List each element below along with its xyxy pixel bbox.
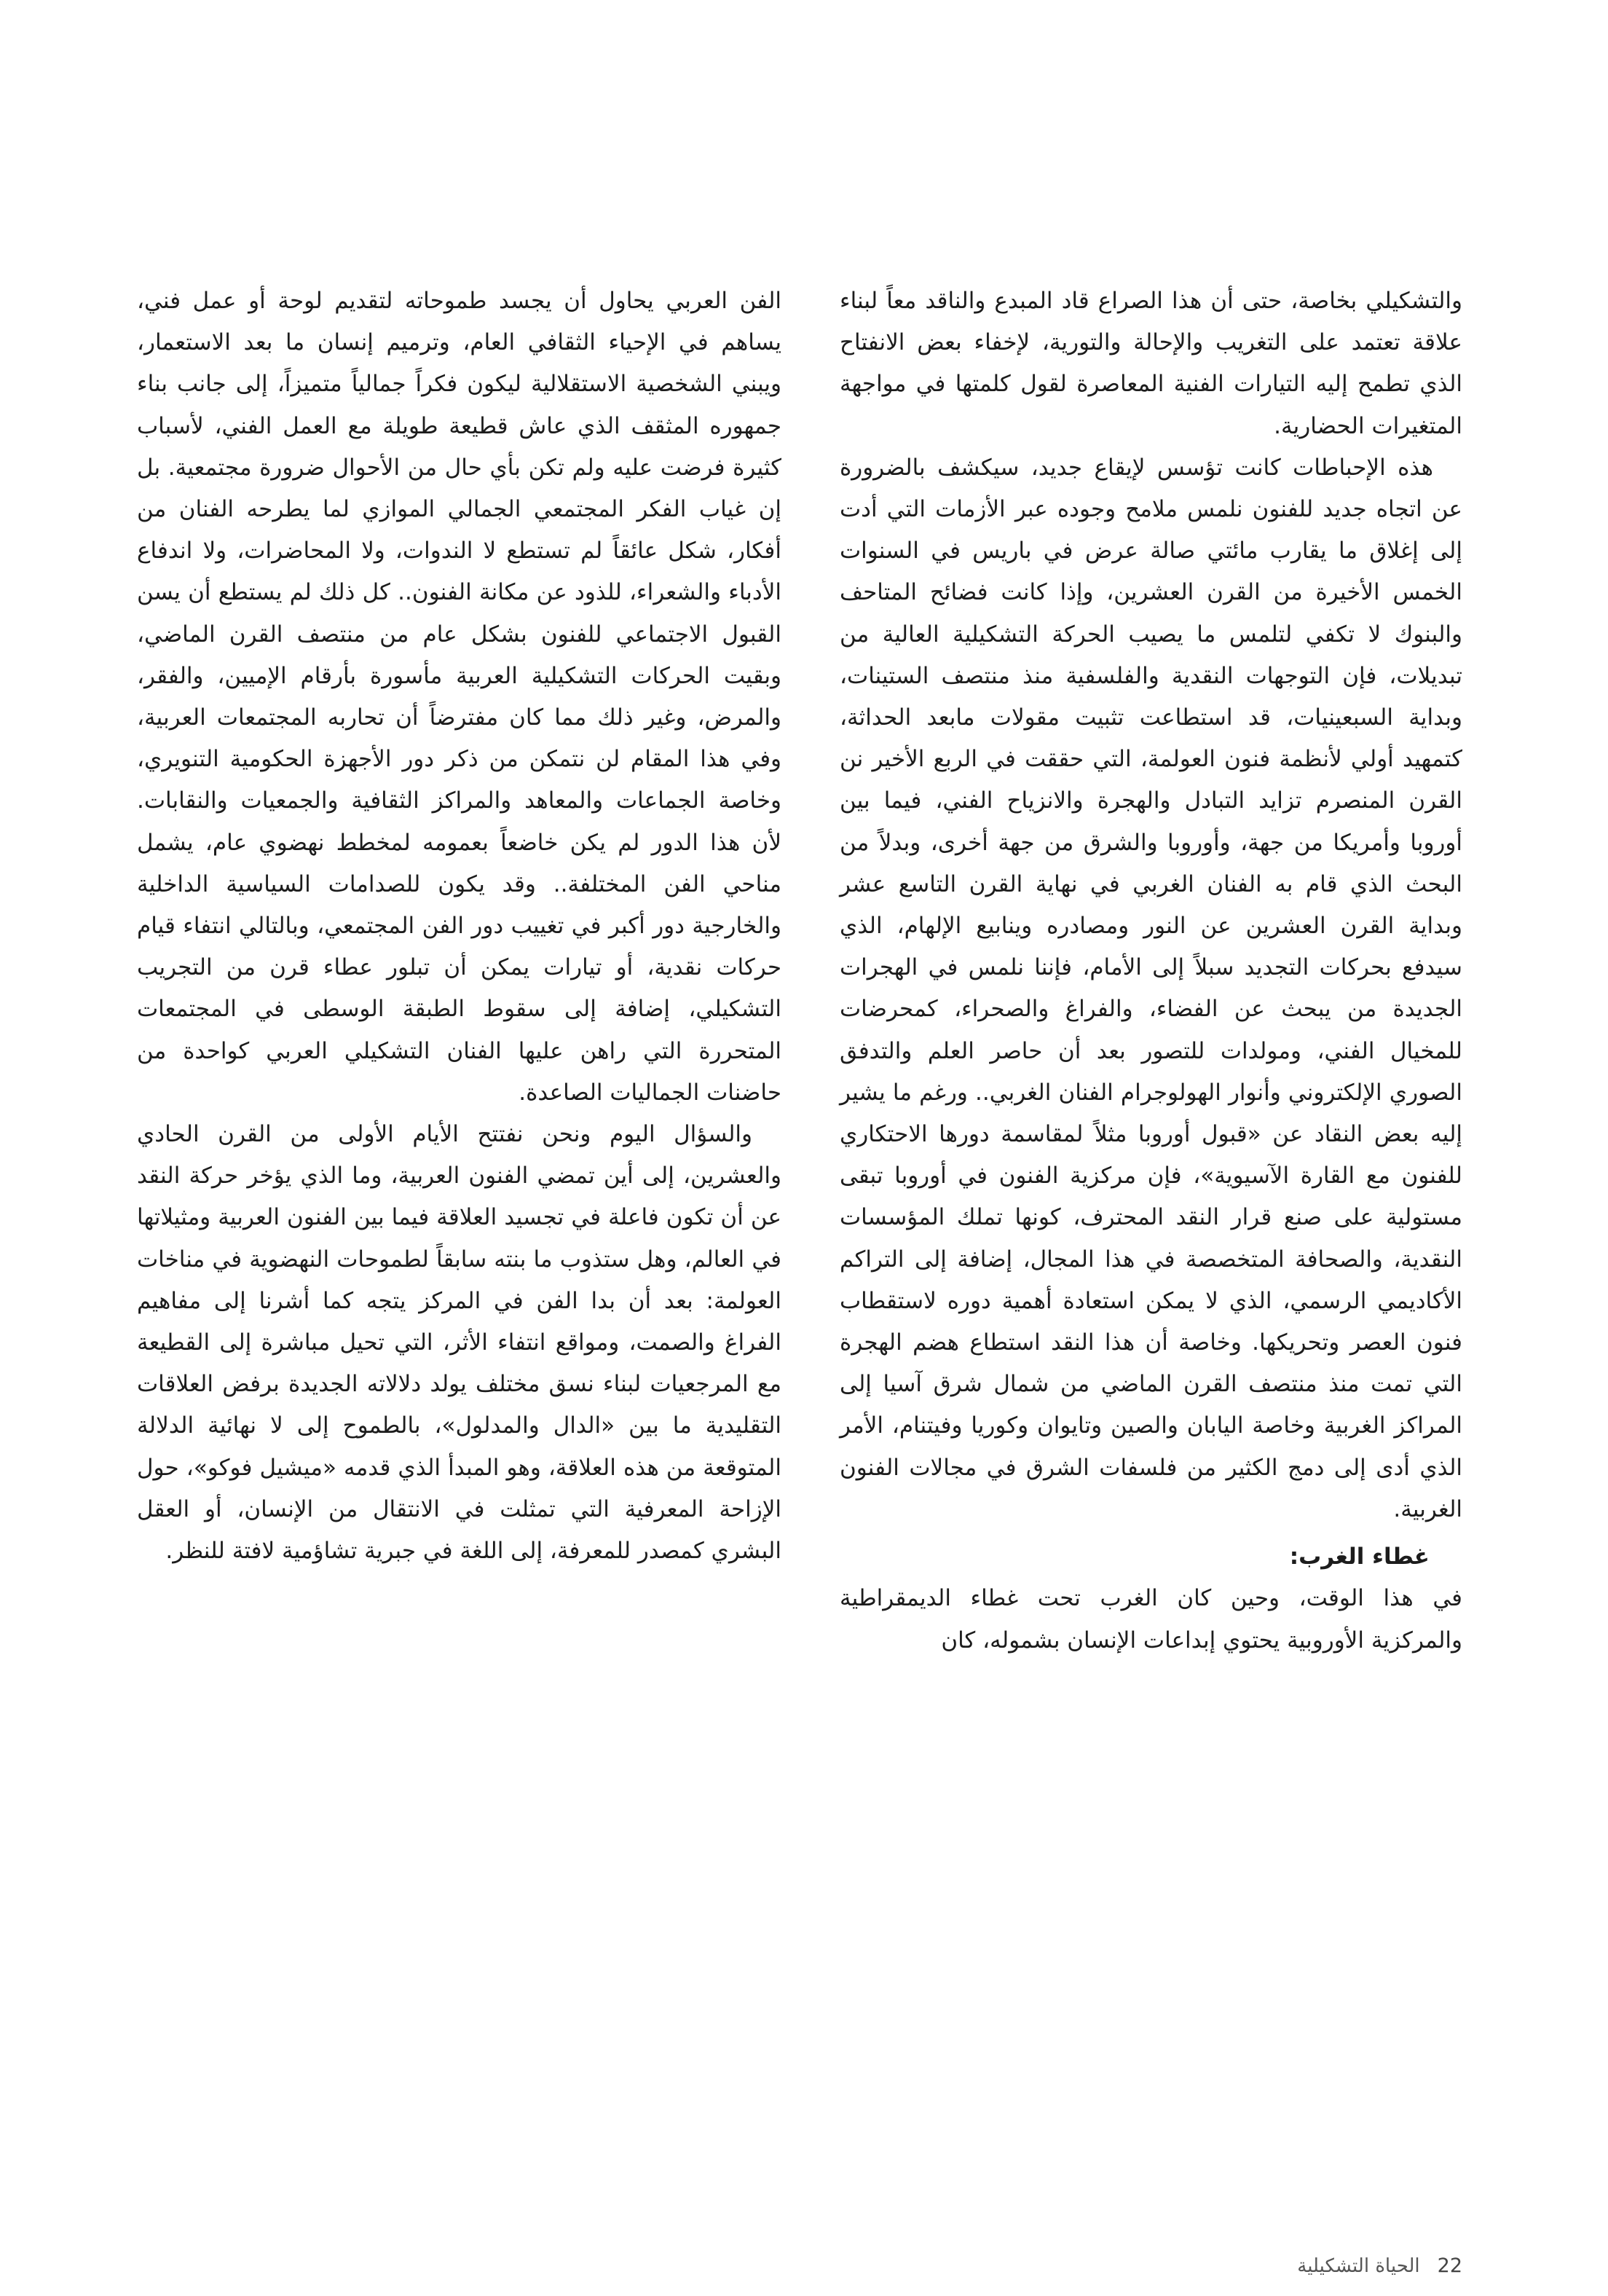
article-paragraph: الفن العربي يحاول أن يجسد طموحاته لتقديم لوحة أو عمل فني، يساهم في الإحياء الثقافي العام، وترميم إنسان ما بعد الاستعمار، ويبني الشخصية الاستقلالية ليكون فكراً جمالياً متميزاً، إلى جانب بناء جمهوره المثقف الذي عاش قطيعة طويلة مع العمل الفني، لأسباب كثيرة فرضت عليه ولم تكن بأي حال من الأحوال ضرورة مجتمعية. بل إن غياب الفكر المجتمعي الجمالي الموازي لما يطرحه الفنان من أفكار، شكل عائقاً لم تستطع لا الندوات، ولا المحاضرات، ولا اندفاع الأدباء والشعراء، للذود عن مكانة الفنون.. كل ذلك لم يستطع أن يسن القبول الاجتماعي للفنون بشكل عام من منتصف القرن الماضي، وبقيت الحركات التشكيلية العربية مأسورة بأرقام الإميين، والفقر، والمرض، وغير ذلك مما كان مفترضاً أن تحاربه المجتمعات العربية، وفي هذا المقام لن نتمكن من ذكر دور الأجهزة الحكومية التنويري، وخاصة الجماعات والمعاهد والمراكز الثقافية والجمعيات والنقابات. لأن هذا الدور لم يكن خاضعاً بعمومه لمخطط نهضوي عام، يشمل مناحي الفن المختلفة.. وقد يكون للصدامات السياسية الداخلية والخارجية دور أكبر في تغييب دور الفن المجتمعي، وبالتالي انتفاء قيام حركات نقدية، أو تيارات يمكن أن تبلور عطاء قرن من التجريب التشكيلي، إضافة إلى سقوط الطبقة الوسطى في المجتمعات المتحررة التي راهن عليها الفنان التشكيلي العربي كواحدة من حاضنات الجماليات الصاعدة.	[137, 288, 781, 1106]
page-footer	[1297, 2254, 1462, 2277]
section-heading: غطاء الغرب:	[1289, 1544, 1430, 1570]
article-paragraph: والتشكيلي بخاصة، حتى أن هذا الصراع قاد المبدع والناقد معاً لبناء علاقة تعتمد على التغريب والإحالة والتورية، لإخفاء بعض الانفتاح الذي تطمح إليه التيارات الفنية المعاصرة لقول كلمتها في مواجهة المتغيرات الحضارية.	[840, 288, 1462, 439]
article-paragraph: في هذا الوقت، وحين كان الغرب تحت غطاء الديمقراطية والمركزية الأوروبية يحتوي إبداعات الإنسان بشموله، كان	[840, 1585, 1462, 1654]
magazine-title: الحياة التشكيلية	[1297, 2255, 1420, 2277]
article-column-right	[840, 280, 1462, 1662]
page-number: 22	[1437, 2254, 1462, 2277]
article-column-left	[137, 280, 781, 1572]
article-paragraph: والسؤال اليوم ونحن نفتتح الأيام الأولى من القرن الحادي والعشرين، إلى أين تمضي الفنون العربية، وما الذي يؤخر حركة النقد عن أن تكون فاعلة في تجسيد العلاقة فيما بين الفنون العربية ومثيلاتها في العالم، وهل ستذوب ما بنته سابقاً لطموحات النهضوية في مناخات العولمة: بعد أن بدا الفن في المركز يتجه كما أشرنا إلى مفاهيم الفراغ والصمت، ومواقع انتفاء الأثر، التي تحيل مباشرة إلى القطيعة مع المرجعيات لبناء نسق مختلف يولد دلالاته الجديدة برفض العلاقات التقليدية ما بين «الدال والمدلول»، بالطموح إلى لا نهائية الدلالة المتوقعة من هذه العلاقة، وهو المبدأ الذي قدمه «ميشيل فوكو»، حول الإزاحة المعرفية التي تمثلت في الانتقال من الإنسان، أو العقل البشري كمصدر للمعرفة، إلى اللغة في جبرية تشاؤمية لافتة للنظر.	[137, 1121, 781, 1565]
article-paragraph: هذه الإحباطات كانت تؤسس لإيقاع جديد، سيكشف بالضرورة عن اتجاه جديد للفنون نلمس ملامح وجوده عبر الأزمات التي أدت إلى إغلاق ما يقارب مائتي صالة عرض في باريس في السنوات الخمس الأخيرة من القرن العشرين، وإذا كانت فضائح المتاحف والبنوك لا تكفي لتلمس ما يصيب الحركة التشكيلية العالية من تبديلات، فإن التوجهات النقدية والفلسفية منذ منتصف الستينات، وبداية السبعينيات، قد استطاعت تثبيت مقولات مابعد الحداثة، كتمهيد أولي لأنظمة فنون العولمة، التي حققت في الربع الأخير نن القرن المنصرم تزايد التبادل والهجرة والانزياح الفني، فيما بين أوروبا وأمريكا من جهة، وأوروبا والشرق من جهة أخرى، وبدلاً من البحث الذي قام به الفنان الغربي في نهاية القرن التاسع عشر وبداية القرن العشرين عن النور ومصادره وينابيع الإلهام، الذي سيدفع بحركات التجديد سبلاً إلى الأمام، فإننا نلمس في الهجرات الجديدة من يبحث عن الفضاء، والفراغ والصحراء، كمحرضات للمخيال الفني، ومولدات للتصور بعد أن حاصر العلم والتدفق الصوري الإلكتروني وأنوار الهولوجرام الفنان الغربي.. ورغم ما يشير إليه بعض النقاد عن «قبول أوروبا مثلاً لمقاسمة دورها الاحتكاري للفنون مع القارة الآسيوية»، فإن مركزية الفنون في أوروبا تبقى مستولية على صنع قرار النقد المحترف، كونها تملك المؤسسات النقدية، والصحافة المتخصصة في هذا المجال، إضافة إلى التراكم الأكاديمي الرسمي، الذي لا يمكن استعادة أهمية دوره لاستقطاب فنون العصر وتحريكها. وخاصة أن هذا النقد استطاع هضم الهجرة التي تمت منذ منتصف القرن الماضي من شمال شرق آسيا إلى المراكز الغربية وخاصة اليابان والصين وتايوان وكوريا وفيتنام، الأمر الذي أدى إلى دمج الكثير من فلسفات الشرق في مجالات الفنون الغربية.	[840, 454, 1462, 1522]
